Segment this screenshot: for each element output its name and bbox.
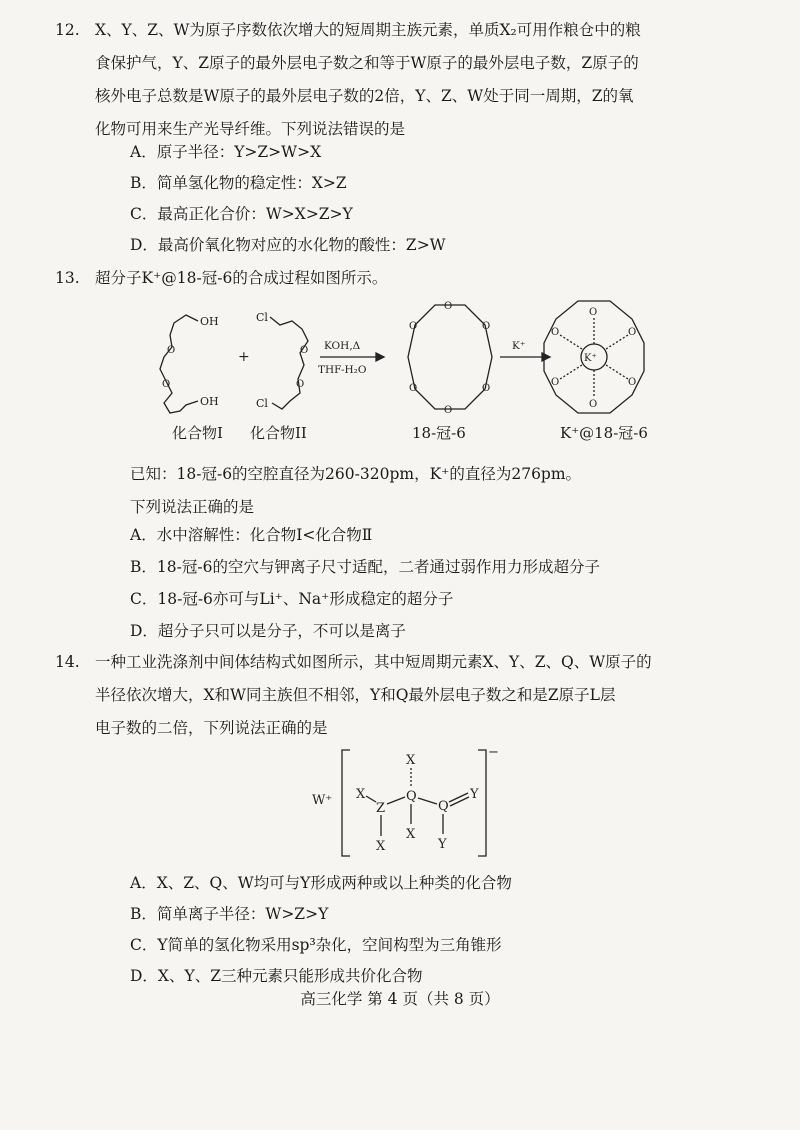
cl-label: Cl (256, 311, 268, 324)
atom-q: Q (438, 799, 449, 814)
question-stem-line: 食保护气，Y、Z原子的最外层电子数之和等于W原子的最外层电子数，Z原子的 (95, 54, 639, 72)
question-stem-line: 超分子K⁺@18-冠-6的合成过程如图所示。 (95, 269, 388, 287)
atom-x: X (406, 827, 416, 842)
ionic-structure-diagram (310, 742, 500, 862)
oxygen-label: O (444, 301, 453, 312)
atom-y: Y (438, 837, 447, 852)
known-text: 已知：18-冠-6的空腔直径为260-320pm，K⁺的直径为276pm。 (130, 465, 582, 483)
crown-ether-structure (408, 301, 492, 416)
supramolecule-label: K⁺@18-冠-6 (560, 424, 648, 442)
option-a: A．X、Z、Q、W均可与Y形成两种或以上种类的化合物 (130, 874, 512, 892)
oxygen-label: O (589, 307, 598, 318)
question-stem-line: 半径依次增大，X和W同主族但不相邻，Y和Q最外层电子数之和是Z原子L层 (95, 686, 616, 704)
oxygen-label: O (482, 321, 491, 332)
solvent-label: THF-H₂O (318, 364, 367, 376)
option-b: B．简单离子半径：W>Z>Y (130, 905, 329, 923)
question-13 (55, 262, 735, 295)
oxygen-label: O (444, 405, 453, 416)
question-number: 13. (55, 269, 80, 287)
question-stem-line: 化物可用来生产光导纤维。下列说法错误的是 (95, 120, 406, 138)
option-d: D．最高价氧化物对应的水化物的酸性：Z>W (130, 236, 446, 254)
option-c: C．Y简单的氢化物采用sp³杂化，空间构型为三角锥形 (130, 936, 502, 954)
option-a: A．原子半径：Y>Z>W>X (130, 143, 322, 161)
question-stem-line: 核外电子总数是W原子的最外层电子数的2倍，Y、Z、W处于同一周期，Z的氧 (95, 87, 634, 105)
oxygen-label: O (300, 345, 309, 356)
question-stem-line: X、Y、Z、W为原子序数依次增大的短周期主族元素，单质X₂可用作粮仓中的粮 (95, 21, 641, 39)
oh-label: OH (200, 395, 219, 408)
crown-ether-label: 18-冠-6 (412, 424, 466, 442)
option-b: B．简单氢化物的稳定性：X>Z (130, 174, 347, 192)
reaction-arrow (318, 340, 384, 376)
known-statement (130, 458, 770, 524)
oxygen-label: O (296, 379, 305, 390)
oh-label: OH (200, 315, 219, 328)
question-14 (55, 646, 735, 745)
option-d: D．X、Y、Z三种元素只能形成共价化合物 (130, 967, 423, 985)
oxygen-label: O (409, 383, 418, 394)
atom-x: X (376, 839, 386, 854)
option-c: C．18-冠-6亦可与Li⁺、Na⁺形成稳定的超分子 (130, 590, 454, 608)
oxygen-label: O (551, 377, 560, 388)
option-a: A．水中溶解性：化合物Ⅰ<化合物Ⅱ (130, 526, 373, 544)
charge-label: − (488, 745, 499, 760)
oxygen-label: O (162, 379, 171, 390)
question-12 (55, 14, 735, 146)
option-d: D．超分子只可以是分子，不可以是离子 (130, 622, 406, 640)
complexation-arrow (500, 340, 550, 361)
oxygen-label: O (482, 383, 491, 394)
atom-x: X (356, 787, 366, 802)
question-number: 14. (55, 653, 80, 671)
compound-1-structure (160, 315, 219, 413)
k-ion-label: K⁺ (512, 340, 526, 352)
atom-y: Y (470, 787, 479, 802)
option-b: B．18-冠-6的空穴与钾离子尺寸适配，二者通过弱作用力形成超分子 (130, 558, 600, 576)
k-ion-center: K⁺ (584, 353, 597, 364)
oxygen-label: O (628, 327, 637, 338)
supramolecule-structure (544, 301, 644, 413)
atom-q: Q (406, 789, 417, 804)
compound-1-label: 化合物I (172, 424, 223, 442)
cl-label: Cl (256, 397, 268, 410)
question-stem-line: 一种工业洗涤剂中间体结构式如图所示，其中短周期元素X、Y、Z、Q、W原子的 (95, 653, 652, 671)
oxygen-label: O (589, 399, 598, 410)
cation-label: W⁺ (312, 793, 333, 808)
question-stem-line: 电子数的二倍，下列说法正确的是 (95, 719, 328, 737)
atom-z: Z (376, 801, 386, 816)
oxygen-label: O (167, 345, 176, 356)
oxygen-label: O (551, 327, 560, 338)
reagent-label: KOH,Δ (324, 340, 361, 352)
oxygen-label: O (409, 321, 418, 332)
option-c: C．最高正化合价：W>X>Z>Y (130, 205, 353, 223)
plus-sign: + (238, 349, 250, 365)
question-number: 12. (55, 21, 80, 39)
compound-2-structure (256, 311, 308, 410)
oxygen-label: O (628, 377, 637, 388)
prompt-text: 下列说法正确的是 (130, 498, 255, 516)
compound-2-label: 化合物II (250, 424, 307, 442)
page-footer: 高三化学 第 4 页（共 8 页） (300, 990, 500, 1008)
atom-x: X (406, 753, 416, 768)
